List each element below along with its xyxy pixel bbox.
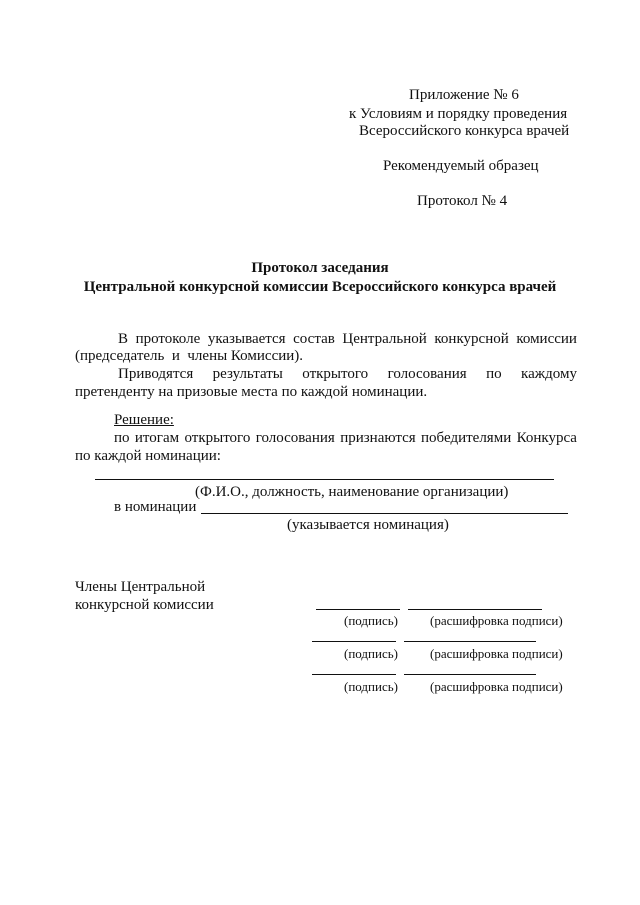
paragraph-results-line2: претенденту на призовые места по каждой номинации. [75,384,428,400]
document-title-line1: Протокол заседания [251,260,389,276]
recommended-sample: Рекомендуемый образец [383,158,539,174]
word: по [114,430,130,446]
word: итогам [134,430,180,446]
signature-line [316,609,400,610]
word: Центральной [342,331,427,347]
paragraph-results-line1 [118,365,577,383]
decision-label: Решение: [114,412,174,428]
word: результаты [212,366,283,382]
word: признаются [340,430,416,446]
word: Конкурса [516,430,577,446]
decision-text-line1 [114,429,577,447]
word: В [118,331,129,347]
word: протоколе [135,331,201,347]
paragraph-composition-line1 [118,330,577,348]
winner-fio-field-line [95,479,554,480]
word: конкурсной [434,331,509,347]
signature-decode-line [404,674,536,675]
appendix-subtitle-line2: Всероссийского конкурса врачей [359,123,570,139]
word: голосования [255,430,335,446]
nomination-label: в номинации [114,499,197,515]
signature-hint: (подпись) [344,646,398,661]
signature-decode-hint: (расшифровка подписи) [430,613,563,628]
members-label-line1: Члены Центральной [75,579,206,595]
word: комиссии [516,331,577,347]
members-label-line2: конкурсной комиссии [75,597,214,613]
signature-line [312,674,396,675]
signature-hint: (подпись) [344,679,398,694]
word: открытого [184,430,251,446]
appendix-subtitle-line1: к Условиям и порядку проведения [349,106,568,122]
word: состав [293,331,335,347]
word: голосования [387,366,467,382]
document-title-line2: Центральной конкурсной комиссии Всероссийского конкурса врачей [83,279,557,295]
word: Приводятся [118,366,194,382]
word: каждому [521,366,577,382]
paragraph-composition-line2: (председатель и члены Комиссии). [75,348,304,364]
winner-fio-hint: (Ф.И.О., должность, наименование организации) [195,484,509,500]
word: открытого [302,366,369,382]
word: победителями [421,430,512,446]
signature-line [312,641,396,642]
signature-decode-hint: (расшифровка подписи) [430,646,563,661]
decision-text-line2: по каждой номинации: [75,448,221,464]
signature-hint: (подпись) [344,613,398,628]
signature-decode-hint: (расшифровка подписи) [430,679,563,694]
signature-decode-line [404,641,536,642]
signature-decode-line [408,609,542,610]
appendix-number: Приложение № 6 [409,87,519,103]
nomination-hint: (указывается номинация) [287,517,449,533]
word: по [486,366,502,382]
protocol-number: Протокол № 4 [417,193,508,209]
nomination-field-line [201,513,568,514]
word: указывается [207,331,286,347]
